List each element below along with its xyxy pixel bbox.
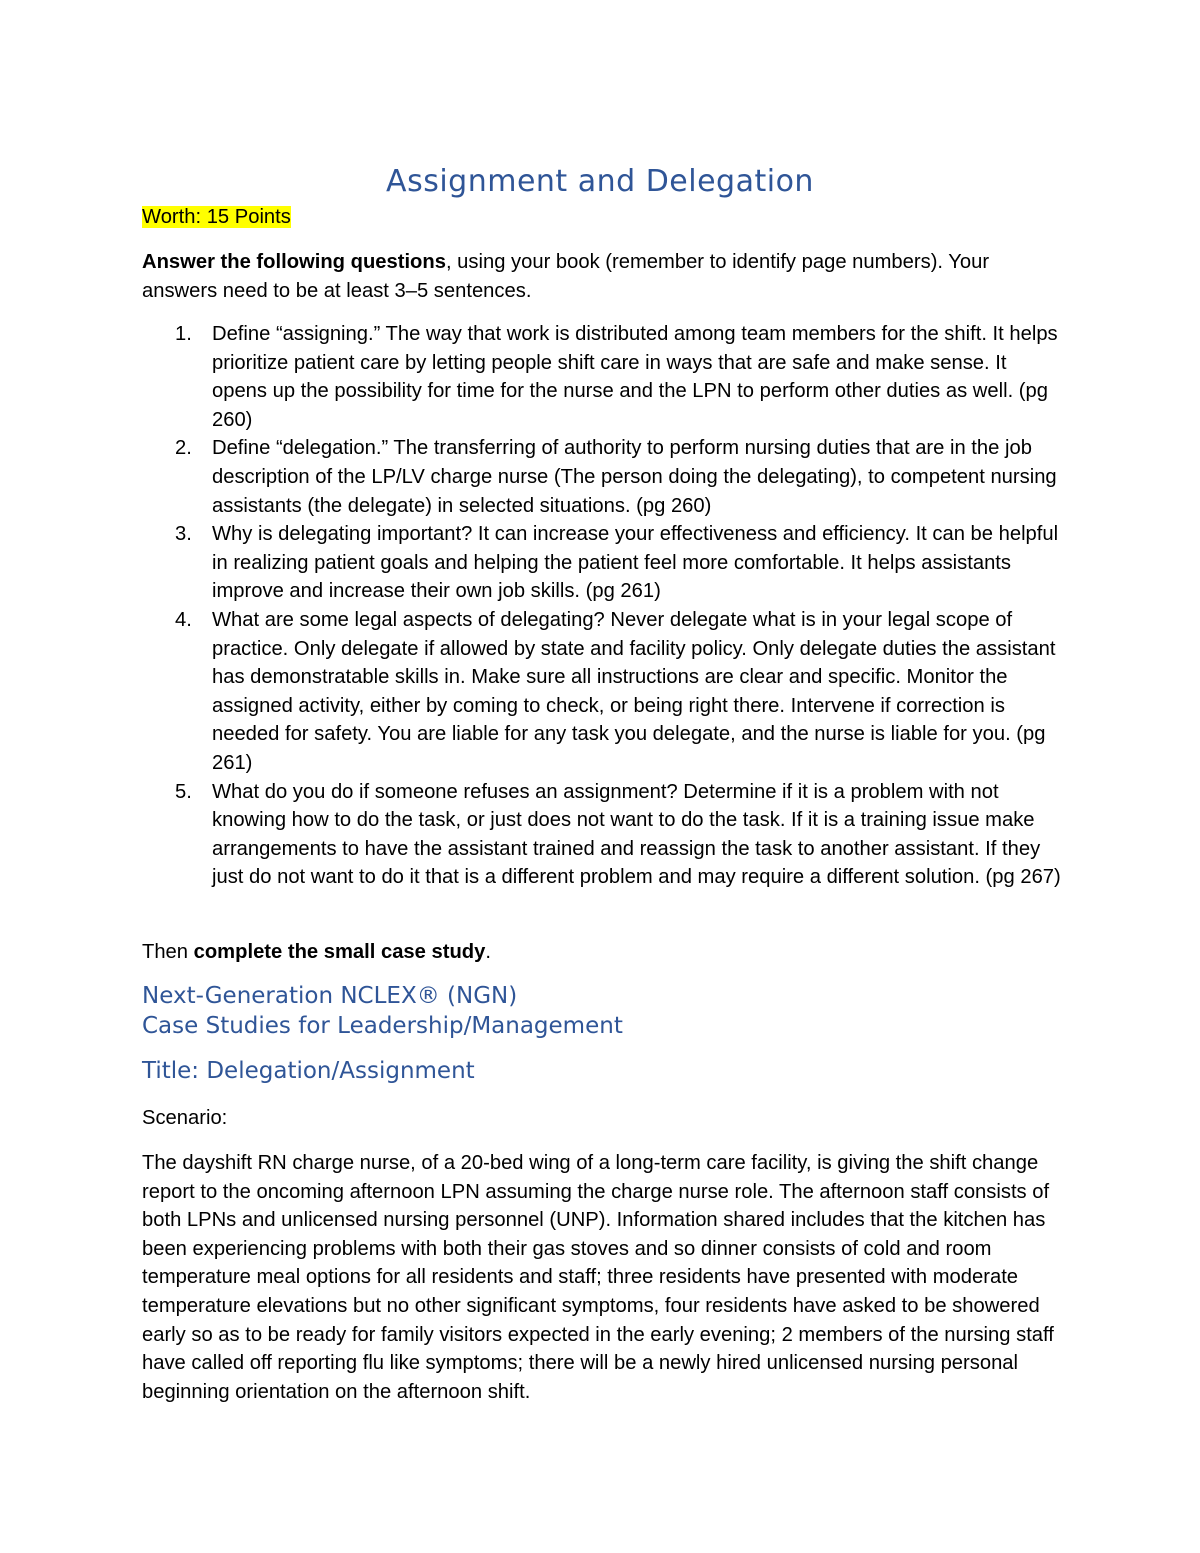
case-study-instruction: [142, 938, 491, 967]
question-list: [142, 320, 1062, 892]
question-number: 1.: [175, 323, 192, 345]
scenario-text: The dayshift RN charge nurse, of a 20-bed wing of a long-term care facility, is giving the shift change report to the oncoming afternoon LPN assuming the charge nurse role. The afternoon staff consists of both LPNs and unlicensed nursing personnel (UNP). Information shared includes that the kitchen has been experiencing problems with both their gas stoves and so dinner consists of cold and room temperature meal options for all residents and staff; three residents have presented with moderate temperature elevations but no other significant symptoms, four residents have asked to be showered early so as to be ready for family visitors expected in the early evening; 2 members of the nursing staff have called off reporting flu like symptoms; there will be a newly hired unlicensed nursing personal beginning orientation on the afternoon shift.: [142, 1152, 1054, 1403]
question-item: [142, 606, 1062, 778]
instructions-bold: Answer the following questions: [142, 251, 446, 273]
then-bold: complete the small case study: [193, 941, 486, 963]
question-text: Why is delegating important? It can increase your effectiveness and efficiency. It can be helpful in realizing patient goals and helping the patient feel more comfortable. It helps assistants improve and increase their own job skills. (pg 261): [212, 523, 1059, 603]
ngn-heading: [142, 981, 623, 1041]
then-prefix: Then: [142, 941, 194, 963]
instructions-text: , using your book (remember to identify page numbers). Your answers need to be at least 3–5 sentences.: [142, 251, 990, 302]
scenario-label: Scenario:: [142, 1107, 228, 1129]
case-study-title: Title: Delegation/Assignment: [142, 1058, 475, 1084]
question-text: Define “assigning.” The way that work is distributed among team members for the shift. It helps prioritize patient care by letting people shift care in ways that are safe and make sense. It opens up the possibility for time for the nurse and the LPN to perform other duties as well. (pg 260): [212, 323, 1058, 431]
ngn-heading-line1: Next-Generation NCLEX® (NGN): [142, 983, 518, 1009]
then-suffix: .: [485, 941, 491, 963]
ngn-heading-line2: Case Studies for Leadership/Management: [142, 1013, 623, 1039]
question-text: What are some legal aspects of delegating? Never delegate what is in your legal scope of practice. Only delegate if allowed by state and facility policy. Only delegate duties the assistant has demonstratable skills in. Make sure all instructions are clear and specific. Monitor the assigned activity, either by coming to check, or being right there. Intervene if correction is needed for safety. You are liable for any task you delegate, and the nurse is liable for you. (pg 261): [212, 608, 1056, 774]
question-text: What do you do if someone refuses an assignment? Determine if it is a problem with not knowing how to do the task, or just does not want to do the task. If it is a training issue make arrangements to have the assistant trained and reassign the task to another assistant. If they just do not want to do it that is a different problem and may require a different solution. (pg 267): [212, 780, 1061, 889]
question-item: [142, 778, 1062, 892]
instructions-paragraph: [142, 248, 1062, 305]
worth-points: [142, 203, 291, 232]
question-number: 5.: [175, 780, 192, 803]
question-item: [142, 520, 1062, 606]
question-item: [142, 320, 1062, 434]
question-number: 3.: [175, 523, 192, 546]
question-number: 2.: [175, 437, 192, 460]
document-title: Assignment and Delegation: [386, 164, 814, 199]
question-number: 4.: [175, 608, 192, 631]
question-item: [142, 434, 1062, 520]
worth-highlight: Worth: 15 Points: [142, 206, 291, 228]
question-text: Define “delegation.” The transferring of authority to perform nursing duties that are in the job description of the LP/LV charge nurse (The person doing the delegating), to competent nursing assistants (the delegate) in selected situations. (pg 260): [212, 437, 1057, 517]
